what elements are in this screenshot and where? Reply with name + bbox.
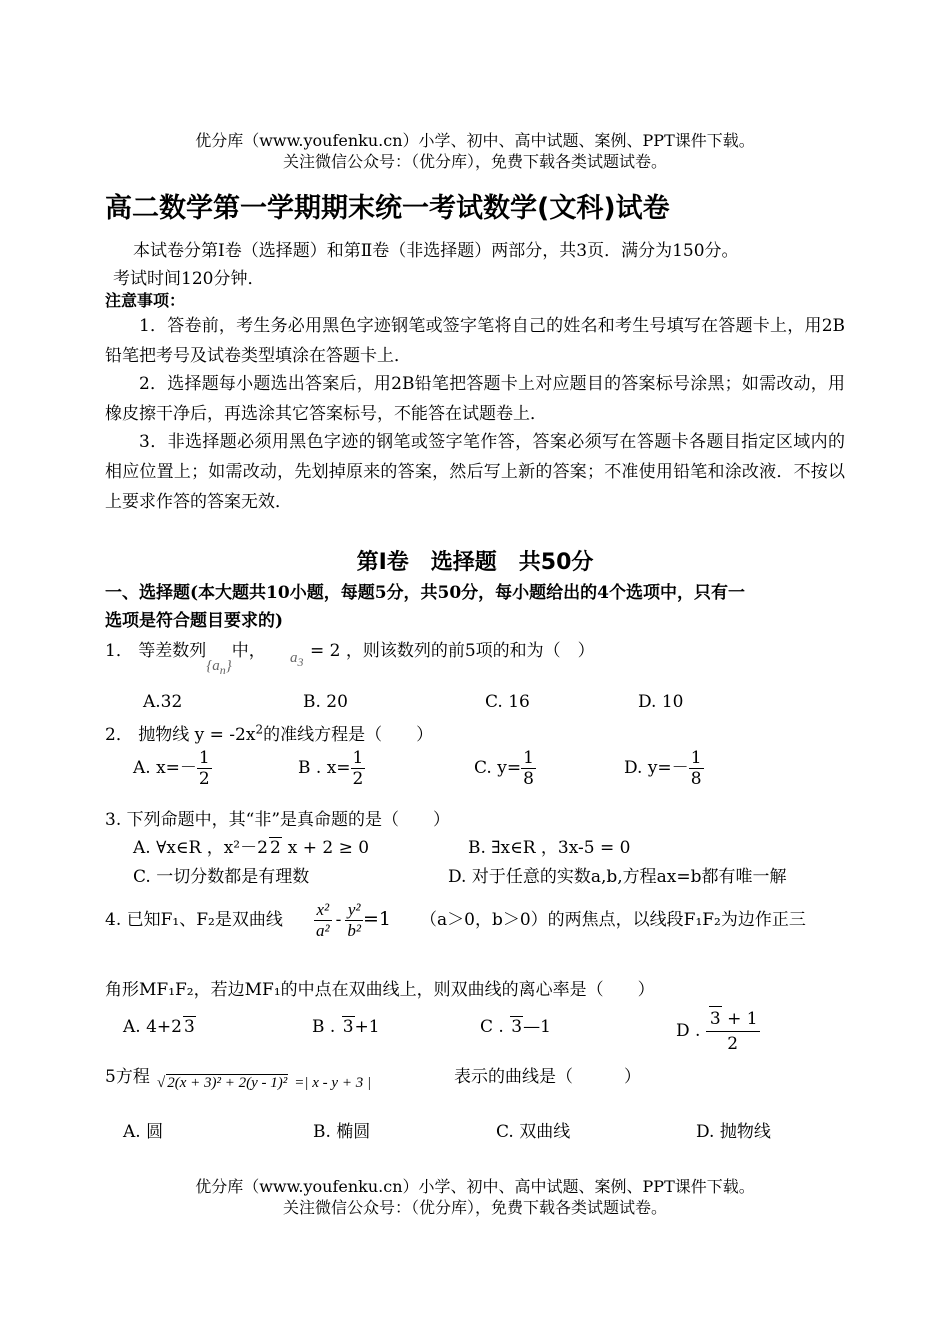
question-3-stem: 3. 下列命题中，其“非”是真命题的是（ ） <box>105 810 451 830</box>
footer-line-2: 关注微信公众号：（优分库），免费下载各类试题试卷。 <box>282 1198 667 1217</box>
question-2-stem <box>105 720 433 745</box>
q4-option-c-label: C . <box>480 1017 504 1037</box>
q4-option-d <box>676 1006 760 1056</box>
q5-option-b: B. 椭圆 <box>313 1122 371 1142</box>
q2-option-b <box>298 748 365 789</box>
q4-option-b <box>312 1016 380 1037</box>
section-instructions-line-1: 一、选择题(本大题共10小题，每题5分，共50分，每小题给出的4个选项中，只有一 <box>105 583 746 603</box>
q4-option-b-label: B . <box>312 1017 336 1037</box>
q1-sequence <box>206 658 232 677</box>
q4-option-d-plus: + 1 <box>721 1009 758 1029</box>
q1-option-b: B. 20 <box>303 692 348 712</box>
intro-line-1: 本试卷分第Ⅰ卷（选择题）和第Ⅱ卷（非选择题）两部分，共3页．满分为150分。 <box>133 241 739 261</box>
q5-option-d: D. 抛物线 <box>696 1122 771 1142</box>
notice-item-1: 1．答卷前，考生务必用黑色字迹钢笔或签字笔将自己的姓名和考生号填写在答题卡上，用2B铅笔把考号及试卷类型填涂在答题卡上． <box>105 316 845 366</box>
q3-option-d: D. 对于任意的实数a,b,方程ax=b都有唯一解 <box>448 867 787 887</box>
q2-option-d-fraction <box>689 748 704 789</box>
q4-option-b-radical: 3 <box>342 1017 354 1037</box>
q3-option-a-pre: A. ∀x∈R ，x²－2 <box>133 838 268 858</box>
q1-seq-sub: n <box>219 663 226 677</box>
section-heading: 第Ⅰ卷 选择题 共50分 <box>356 550 594 575</box>
q4-minus: - <box>335 910 342 930</box>
q4-option-a <box>123 1016 196 1037</box>
question-4-prefix: 4. 已知F₁、F₂是双曲线 <box>105 910 283 930</box>
q1-seq-open: {a <box>206 658 220 674</box>
q4-x-num: x² <box>316 900 330 919</box>
q4-y-den: b² <box>347 921 361 940</box>
q3-option-a <box>133 833 369 858</box>
q4-option-a-radical: 3 <box>183 1017 195 1037</box>
q5-equals: =| x - y + 3 | <box>294 1075 372 1091</box>
q2-option-a-label: A. x=－ <box>133 758 197 778</box>
question-1-stem <box>105 636 266 677</box>
section-instructions-line-2: 选项是符合题目要求的) <box>105 611 284 631</box>
q3-option-a-radical: 2 <box>269 838 281 858</box>
q2-c-num: 1 <box>523 748 534 768</box>
q4-equals: =1 <box>362 908 391 930</box>
q5-radicand: 2(x + 3)² + 2(y - 1)² <box>167 1075 288 1091</box>
q4-hyperbola-equation <box>314 900 391 941</box>
q1-seq-close: } <box>225 658 232 674</box>
q4-option-b-post: +1 <box>354 1017 380 1037</box>
q2-stem-end: 的准线方程是（ ） <box>263 725 434 745</box>
q1-option-d: D. 10 <box>638 692 684 712</box>
q2-a-num: 1 <box>198 748 210 768</box>
q5-suffix: 表示的曲线是（ ） <box>454 1067 641 1087</box>
q5-equation: √ 2(x + 3)² + 2(y - 1)² =| x - y + 3 | <box>157 1075 372 1091</box>
q4-fraction-y <box>345 900 363 941</box>
q2-d-den: 8 <box>690 769 702 789</box>
q2-stem-start: 2． 抛物线 y = -2x <box>105 725 256 745</box>
notice-heading: 注意事项： <box>105 291 186 310</box>
q1-a3-letter: a <box>290 650 298 666</box>
q4-fraction-x <box>314 900 332 941</box>
q2-option-c-label: C. y= <box>474 758 522 778</box>
q3-option-c: C. 一切分数都是有理数 <box>133 867 310 887</box>
q2-sup: 2 <box>255 722 264 737</box>
q2-option-d <box>624 748 704 789</box>
q4-option-d-denominator: 2 <box>727 1034 739 1054</box>
header-line-2: 关注微信公众号：（优分库），免费下载各类试题试卷。 <box>282 152 667 171</box>
q4-line-2: 角形MF₁F₂，若边MF₁的中点在双曲线上，则双曲线的离心率是（ ） <box>105 980 655 1000</box>
q1-equation: = 2 ，则该数列的前5项的和为（ ） <box>310 641 595 661</box>
q2-option-b-fraction <box>351 748 366 789</box>
q4-option-c-radical: 3 <box>511 1017 523 1037</box>
q2-b-num: 1 <box>352 748 364 768</box>
q2-a-den: 2 <box>198 769 210 789</box>
q5-option-a: A. 圆 <box>123 1122 164 1142</box>
notice-item-3: 3．非选择题必须用黑色字迹的钢笔或签字笔作答，答案必须写在答题卡各题目指定区域内的相应位置上；如需改动，先划掉原来的答案，然后写上新的答案；不准使用铅笔和涂改液．不按以上要求作答的答案无效． <box>105 432 845 512</box>
intro-line-2: 考试时间120分钟． <box>113 269 265 289</box>
q4-option-d-numerator <box>706 1006 760 1032</box>
q1-option-c: C. 16 <box>485 692 530 712</box>
q1-mid: 中， <box>231 641 266 661</box>
q4-condition: （a＞0，b＞0）的两焦点，以线段F₁F₂为边作正三 <box>420 910 806 930</box>
q4-option-d-radical: 3 <box>709 1006 722 1031</box>
q4-y-num: y² <box>347 900 361 919</box>
q4-option-a-pre: A. 4+2 <box>123 1017 182 1037</box>
q2-option-a-fraction <box>197 748 212 789</box>
q4-x-den: a² <box>316 921 330 940</box>
q4-option-c <box>480 1016 551 1037</box>
q1-a3 <box>290 650 304 670</box>
q2-d-num: 1 <box>690 748 702 768</box>
notice-item-2: 2．选择题每小题选出答案后，用2B铅笔把答题卡上对应题目的答案标号涂黑；如需改动，用橡皮擦干净后，再选涂其它答案标号，不能答在试题卷上． <box>105 374 845 424</box>
q2-option-a <box>133 748 212 789</box>
q2-b-den: 2 <box>352 769 364 789</box>
q2-option-b-label: B . x= <box>298 758 351 778</box>
q1-option-a: A.32 <box>143 692 183 712</box>
q5-option-c: C. 双曲线 <box>496 1122 571 1142</box>
q2-option-c <box>474 748 536 789</box>
page-title: 高二数学第一学期期末统一考试数学(文科)试卷 <box>105 193 670 224</box>
q4-option-d-label: D . <box>676 1021 701 1041</box>
header-line-1: 优分库（www.youfenku.cn）小学、初中、高中试题、案例、PPT课件下载。 <box>195 131 755 150</box>
q1-prefix: 1． 等差数列 <box>105 641 207 661</box>
q2-option-c-fraction <box>521 748 536 789</box>
footer-line-1: 优分库（www.youfenku.cn）小学、初中、高中试题、案例、PPT课件下载。 <box>195 1177 755 1196</box>
q2-c-den: 8 <box>523 769 534 789</box>
q4-option-c-post: —1 <box>523 1017 551 1037</box>
q3-option-a-post: x + 2 ≥ 0 <box>287 838 370 858</box>
question-5-prefix: 5方程 <box>105 1067 150 1087</box>
q2-option-d-label: D. y=－ <box>624 758 689 778</box>
q1-a3-sub: 3 <box>297 655 304 669</box>
q4-option-d-fraction <box>706 1006 760 1056</box>
q3-option-b: B. ∃x∈R ，3x-5 = 0 <box>468 838 631 858</box>
